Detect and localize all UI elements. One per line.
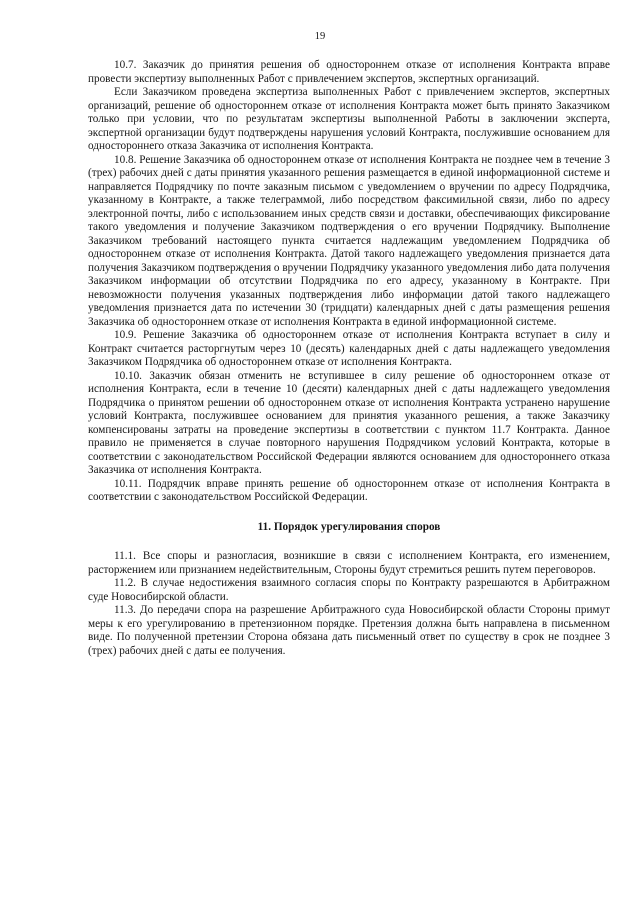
paragraph-10-7: 10.7. Заказчик до принятия решения об одностороннем отказе от исполнения Контракта вправе провести экспертизу выполненных Работ с привлечением экспертов, экспертных организаций. (88, 59, 610, 85)
document-body (88, 59, 610, 658)
paragraph-11-2: 11.2. В случае недостижения взаимного согласия споры по Контракту разрешаются в Арбитражном суде Новосибирской области. (88, 577, 610, 603)
section-heading: 11. Порядок урегулирования споров (257, 520, 441, 533)
paragraph-10-8: 10.8. Решение Заказчика об одностороннем отказе от исполнения Контракта не позднее чем в течение 3 (трех) рабочих дней с даты принятия указанного решения размещается в единой информационной системе и направляется Подрядчику по почте заказным письмом с уведомлением о вручении по адресу Подрядчика, указанному в Контракте, а также телеграммой, либо посредством факсимильной связи, либо по адресу электронной почты, либо с использованием иных средств связи и доставки, обеспечивающих фиксирование такого уведомления и получение Заказчиком подтверждения о его вручении Подрядчику. Выполнение Заказчиком требований настоящего пункта считается надлежащим уведомлением Подрядчика об одностороннем отказе от исполнения Контракта. Датой такого надлежащего уведомления признается дата получения Заказчиком подтверждения о вручении Подрядчику указанного уведомления либо дата получения Заказчиком информации об отсутствии Подрядчика по его адресу, указанному в Контракте. При невозможности получения указанных подтверждения либо информации датой такого надлежащего уведомления признается дата по истечении 30 (тридцати) календарных дней с даты размещения решения Заказчика об одностороннем отказе от исполнения Контракта в единой информационной системе. (88, 153, 610, 328)
paragraph-11-1: 11.1. Все споры и разногласия, возникшие в связи с исполнением Контракта, его изменением, расторжением или признанием недействительным, Стороны будут стремиться решить путем переговоров. (88, 550, 610, 576)
paragraph-10-7-expertise: Если Заказчиком проведена экспертиза выполненных Работ с привлечением экспертов, экспертных организаций, решение об одностороннем отказе от исполнения Контракта может быть принято Заказчиком только при условии, что по результатам экспертизы выполненной Работы в заключении эксперта, экспертной организации будут подтверждены нарушения условий Контракта, послужившие основанием для одностороннего отказа Заказчика от исполнения Контракта. (88, 86, 610, 152)
paragraph-10-11: 10.11. Подрядчик вправе принять решение об одностороннем отказе от исполнения Контракта в соответствии с законодательством Российской Федерации. (88, 477, 610, 503)
paragraph-10-10: 10.10. Заказчик обязан отменить не вступившее в силу решение об одностороннем отказе от исполнения Контракта, если в течение 10 (десяти) календарных дней с даты надлежащего уведомления Подрядчика о принятом решении об одностороннем отказе от исполнения Контракта устранено нарушение условий Контракта, послужившее основанием для принятия указанного решения, а также Заказчику компенсированы затраты на проведение экспертизы в соответствии с пунктом 11.7 Контракта. Данное правило не применяется в случае повторного нарушения Подрядчиком условий Контракта, которые в соответствии с законодательством Российской Федерации являются основанием для одностороннего отказа Заказчика от исполнения Контракта. (88, 369, 610, 476)
page-number: 19 (314, 31, 326, 42)
paragraph-10-9: 10.9. Решение Заказчика об одностороннем отказе от исполнения Контракта вступает в силу и Контракт считается расторгнутым через 10 (десять) календарных дней с даты надлежащего уведомления Заказчиком Подрядчика об одностороннем отказе от исполнения Контракта. (88, 329, 610, 368)
paragraph-11-3: 11.3. До передачи спора на разрешение Арбитражного суда Новосибирской области Стороны примут меры к его урегулированию в претензионном порядке. Претензия должна быть направлена в письменном виде. По полученной претензии Сторона обязана дать письменный ответ по существу в срок не позднее 3 (трех) рабочих дней с даты ее получения. (88, 604, 610, 657)
